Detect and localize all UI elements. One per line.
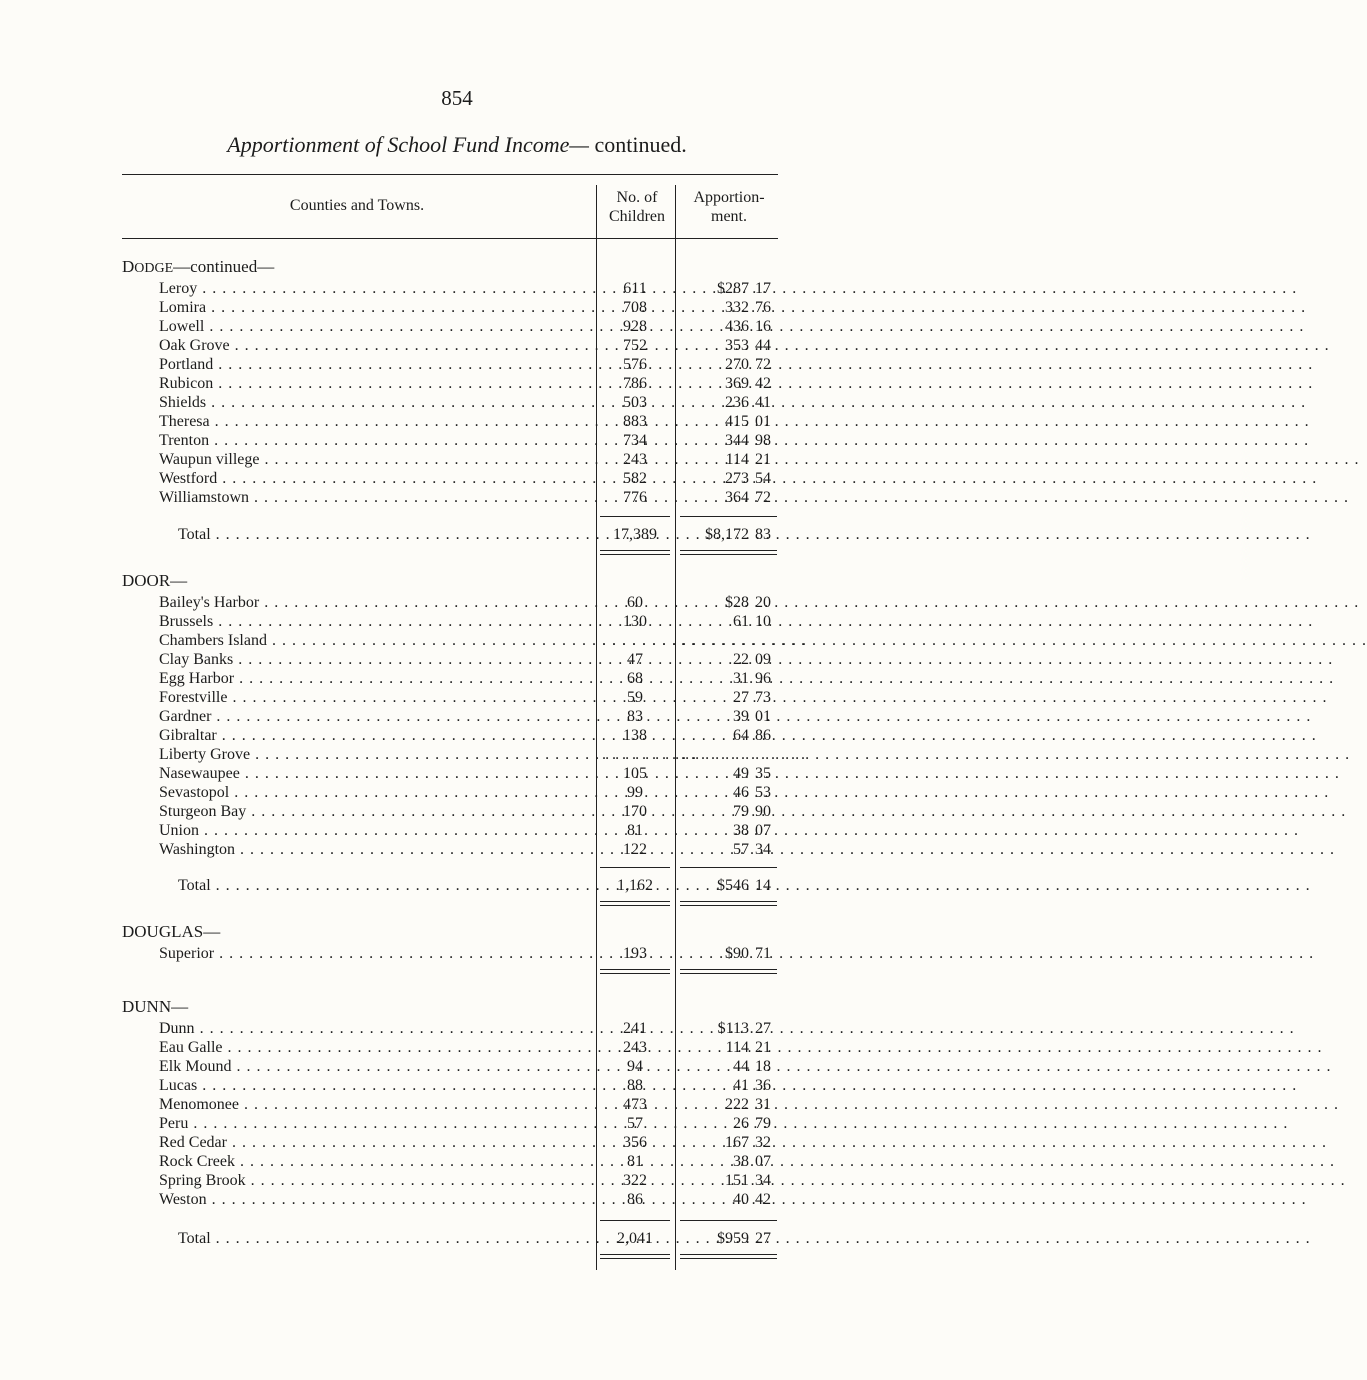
town-name: Peru . . . bbox=[159, 1114, 591, 1133]
children-count: 883 bbox=[623, 413, 647, 430]
total-children: 2,041 bbox=[617, 1230, 653, 1247]
table-row bbox=[0, 469, 857, 488]
children-count: 99 bbox=[627, 784, 643, 801]
empty-dots: . . . . . . . . . . . . . bbox=[681, 632, 806, 649]
children-count: 60 bbox=[627, 594, 643, 611]
dodge-initial: D bbox=[122, 257, 135, 276]
apportionment-cents: 35 bbox=[755, 765, 771, 782]
subtotal-rule bbox=[680, 516, 777, 517]
town-name: Liberty Grove . . . bbox=[159, 745, 591, 764]
title-italic: Apportionment of School Fund Income— bbox=[227, 132, 589, 157]
total-row-dodge bbox=[0, 525, 857, 544]
apportionment-dollars: 27 bbox=[733, 689, 749, 706]
town-name: Weston . . . bbox=[159, 1190, 591, 1209]
table-row bbox=[0, 783, 857, 802]
apportionment-dollars: 369 bbox=[725, 375, 749, 392]
apportionment-dollars: 61 bbox=[733, 613, 749, 630]
table-row bbox=[0, 355, 857, 374]
apportionment-cents: 21 bbox=[755, 1039, 771, 1056]
apportionment-cents: 07 bbox=[755, 1153, 771, 1170]
county-heading-dunn: DUNN— bbox=[122, 997, 189, 1016]
town-name: Sevastopol . . . bbox=[159, 783, 591, 802]
header-bottom-rule bbox=[122, 238, 778, 239]
total-label: Total . . . bbox=[178, 525, 591, 544]
apportionment-cents: 72 bbox=[755, 489, 771, 506]
apportionment-dollars: 273 bbox=[725, 470, 749, 487]
town-name: Lowell . . . bbox=[159, 317, 591, 336]
town-name: Washington . . . bbox=[159, 840, 591, 859]
table-row bbox=[0, 650, 857, 669]
apportionment-dollars: 167 bbox=[725, 1134, 749, 1151]
apportionment-cents: 31 bbox=[755, 1096, 771, 1113]
total-double-rule bbox=[600, 554, 670, 555]
town-name: Sturgeon Bay . . . bbox=[159, 802, 591, 821]
town-name: Menomonee . . . bbox=[159, 1095, 591, 1114]
table-row bbox=[0, 488, 857, 507]
apportionment-dollars: 344 bbox=[725, 432, 749, 449]
page-number: 854 bbox=[441, 86, 473, 110]
town-name: Superior . . . bbox=[159, 944, 591, 963]
table-row bbox=[0, 821, 857, 840]
total-double-rule bbox=[600, 969, 670, 970]
total-double-rule bbox=[680, 973, 777, 974]
town-name: Theresa . . . bbox=[159, 412, 591, 431]
town-name: Dunn . . . bbox=[159, 1019, 591, 1038]
apportionment-dollars: 44 bbox=[733, 1058, 749, 1075]
town-name: Elk Mound . . . bbox=[159, 1057, 591, 1076]
town-name: Forestville . . . bbox=[159, 688, 591, 707]
town-name: Bailey's Harbor . . . bbox=[159, 593, 591, 612]
table-row bbox=[0, 631, 857, 650]
table-row bbox=[0, 336, 857, 355]
apportionment-dollars: 26 bbox=[733, 1115, 749, 1132]
town-name: Chambers Island . . . bbox=[159, 631, 591, 650]
empty-dots: . . . . . . . . . . bbox=[602, 632, 697, 649]
town-name: Portland . . . bbox=[159, 355, 591, 374]
town-name: Leroy . . . bbox=[159, 279, 591, 298]
children-count: 57 bbox=[627, 1115, 643, 1132]
total-label: Total . . . bbox=[178, 1229, 591, 1248]
town-name: Waupun villege . . . bbox=[159, 450, 591, 469]
apportionment-dollars: 415 bbox=[725, 413, 749, 430]
total-double-rule bbox=[600, 1254, 670, 1255]
town-name: Rubicon . . . bbox=[159, 374, 591, 393]
total-double-rule bbox=[680, 901, 777, 902]
table-row bbox=[0, 1133, 857, 1152]
apportionment-dollars: 31 bbox=[733, 670, 749, 687]
dodge-continued: —continued— bbox=[173, 257, 275, 276]
children-count: 83 bbox=[627, 708, 643, 725]
children-count: 576 bbox=[623, 356, 647, 373]
apportionment-dollars: $90 bbox=[725, 945, 749, 962]
children-count: 122 bbox=[623, 841, 647, 858]
table-row bbox=[0, 688, 857, 707]
empty-dots: . . . . . . . . . . bbox=[602, 746, 697, 763]
table-row bbox=[0, 1019, 857, 1038]
empty-dots: . . . . . . . . . . . . . bbox=[681, 746, 806, 763]
table-row bbox=[0, 1171, 857, 1190]
table-row bbox=[0, 764, 857, 783]
total-cents: 14 bbox=[755, 877, 771, 894]
children-count: 322 bbox=[623, 1172, 647, 1189]
header-children-line2: Children bbox=[609, 208, 665, 225]
apportionment-cents: 96 bbox=[755, 670, 771, 687]
children-count: 241 bbox=[623, 1020, 647, 1037]
total-label: Total . . . bbox=[178, 876, 591, 895]
apportionment-cents: 20 bbox=[755, 594, 771, 611]
table-row bbox=[0, 431, 857, 450]
header-children bbox=[598, 188, 676, 226]
table-row bbox=[0, 393, 857, 412]
table-row bbox=[0, 1114, 857, 1133]
children-count: 752 bbox=[623, 337, 647, 354]
apportionment-cents: 17 bbox=[755, 280, 771, 297]
apportionment-dollars: 114 bbox=[725, 451, 749, 468]
total-row-door bbox=[0, 876, 857, 895]
apportionment-dollars: 364 bbox=[725, 489, 749, 506]
apportionment-dollars: 38 bbox=[733, 822, 749, 839]
table-row bbox=[0, 840, 857, 859]
total-dollars: $8,172 bbox=[705, 526, 749, 543]
apportionment-cents: 10 bbox=[755, 613, 771, 630]
table-row bbox=[0, 1038, 857, 1057]
total-dollars: $959 bbox=[717, 1230, 749, 1247]
apportionment-cents: 36 bbox=[755, 1077, 771, 1094]
town-name: Eau Galle . . . bbox=[159, 1038, 591, 1057]
apportionment-dollars: 40 bbox=[733, 1191, 749, 1208]
apportionment-cents: 76 bbox=[755, 299, 771, 316]
town-name: Lucas . . . bbox=[159, 1076, 591, 1095]
town-name: Gardner . . . bbox=[159, 707, 591, 726]
table-row bbox=[0, 726, 857, 745]
header-apportionment-line2: ment. bbox=[711, 208, 747, 225]
apportionment-cents: 34 bbox=[755, 1172, 771, 1189]
total-children: 17,389 bbox=[613, 526, 657, 543]
children-count: 86 bbox=[627, 1191, 643, 1208]
total-cents: 27 bbox=[755, 1230, 771, 1247]
apportionment-cents: 44 bbox=[755, 337, 771, 354]
total-double-rule bbox=[600, 905, 670, 906]
apportionment-dollars: $287 bbox=[717, 280, 749, 297]
children-count: 734 bbox=[623, 432, 647, 449]
apportionment-dollars: 41 bbox=[733, 1077, 749, 1094]
apportionment-dollars: 79 bbox=[733, 803, 749, 820]
table-row bbox=[0, 1076, 857, 1095]
total-cents: 83 bbox=[755, 526, 771, 543]
apportionment-dollars: 151 bbox=[725, 1172, 749, 1189]
subtotal-rule bbox=[680, 867, 777, 868]
table-row bbox=[0, 1057, 857, 1076]
header-apportionment bbox=[678, 188, 780, 226]
apportionment-cents: 32 bbox=[755, 1134, 771, 1151]
apportionment-cents: 16 bbox=[755, 318, 771, 335]
apportionment-cents: 01 bbox=[755, 708, 771, 725]
table-row bbox=[0, 1190, 857, 1209]
apportionment-dollars: 353 bbox=[725, 337, 749, 354]
apportionment-dollars: 436 bbox=[725, 318, 749, 335]
children-count: 928 bbox=[623, 318, 647, 335]
apportionment-dollars: 114 bbox=[725, 1039, 749, 1056]
children-count: 243 bbox=[623, 1039, 647, 1056]
table-row bbox=[0, 412, 857, 431]
children-count: 59 bbox=[627, 689, 643, 706]
apportionment-dollars: 49 bbox=[733, 765, 749, 782]
apportionment-dollars: 236 bbox=[725, 394, 749, 411]
children-count: 193 bbox=[623, 945, 647, 962]
apportionment-cents: 71 bbox=[755, 945, 771, 962]
town-name: Shields . . . bbox=[159, 393, 591, 412]
apportionment-dollars: $113 bbox=[717, 1020, 749, 1037]
apportionment-dollars: 46 bbox=[733, 784, 749, 801]
table-row bbox=[0, 944, 857, 963]
county-heading-douglas: DOUGLAS— bbox=[122, 922, 221, 941]
subtotal-rule bbox=[600, 516, 670, 517]
town-name: Spring Brook . . . bbox=[159, 1171, 591, 1190]
county-heading-door: DOOR— bbox=[122, 571, 188, 590]
apportionment-cents: 54 bbox=[755, 470, 771, 487]
town-name: Gibraltar . . . bbox=[159, 726, 591, 745]
total-double-rule bbox=[600, 1258, 670, 1259]
children-count: 130 bbox=[623, 613, 647, 630]
apportionment-cents: 34 bbox=[755, 841, 771, 858]
town-name: Egg Harbor . . . bbox=[159, 669, 591, 688]
apportionment-cents: 53 bbox=[755, 784, 771, 801]
apportionment-dollars: 22 bbox=[733, 651, 749, 668]
table-row bbox=[0, 593, 857, 612]
town-name: Oak Grove . . . bbox=[159, 336, 591, 355]
subtotal-rule bbox=[680, 1220, 777, 1221]
town-name: Union . . . bbox=[159, 821, 591, 840]
apportionment-cents: 86 bbox=[755, 727, 771, 744]
children-count: 776 bbox=[623, 489, 647, 506]
total-children: 1,162 bbox=[617, 877, 653, 894]
apportionment-dollars: 270 bbox=[725, 356, 749, 373]
apportionment-cents: 21 bbox=[755, 451, 771, 468]
table-row bbox=[0, 612, 857, 631]
apportionment-cents: 73 bbox=[755, 689, 771, 706]
town-name: Clay Banks . . . bbox=[159, 650, 591, 669]
table-row bbox=[0, 669, 857, 688]
apportionment-cents: 27 bbox=[755, 1020, 771, 1037]
table-row bbox=[0, 802, 857, 821]
town-name: Lomira . . . bbox=[159, 298, 591, 317]
apportionment-cents: 41 bbox=[755, 394, 771, 411]
table-top-rule bbox=[122, 174, 778, 175]
children-count: 105 bbox=[623, 765, 647, 782]
total-double-rule bbox=[600, 973, 670, 974]
apportionment-cents: 72 bbox=[755, 356, 771, 373]
children-count: 356 bbox=[623, 1134, 647, 1151]
total-double-rule bbox=[680, 1258, 777, 1259]
apportionment-cents: 09 bbox=[755, 651, 771, 668]
total-double-rule bbox=[680, 550, 777, 551]
children-count: 503 bbox=[623, 394, 647, 411]
apportionment-dollars: 39 bbox=[733, 708, 749, 725]
children-count: 138 bbox=[623, 727, 647, 744]
subtotal-rule bbox=[600, 867, 670, 868]
county-heading-dodge bbox=[122, 257, 274, 278]
children-count: 786 bbox=[623, 375, 647, 392]
table-row bbox=[0, 745, 857, 764]
children-count: 243 bbox=[623, 451, 647, 468]
table-row bbox=[0, 374, 857, 393]
town-name: Trenton . . . bbox=[159, 431, 591, 450]
town-name: Williamstown . . . bbox=[159, 488, 591, 507]
apportionment-cents: 42 bbox=[755, 375, 771, 392]
total-double-rule bbox=[680, 1254, 777, 1255]
apportionment-dollars: 64 bbox=[733, 727, 749, 744]
children-count: 81 bbox=[627, 1153, 643, 1170]
children-count: 94 bbox=[627, 1058, 643, 1075]
children-count: 81 bbox=[627, 822, 643, 839]
table-row bbox=[0, 1152, 857, 1171]
dodge-smallcaps: ODGE bbox=[134, 261, 174, 276]
children-count: 88 bbox=[627, 1077, 643, 1094]
table-row bbox=[0, 279, 857, 298]
town-name: Nasewaupee . . . bbox=[159, 764, 591, 783]
apportionment-cents: 90 bbox=[755, 803, 771, 820]
table-row bbox=[0, 298, 857, 317]
total-double-rule bbox=[600, 550, 670, 551]
total-dollars: $546 bbox=[717, 877, 749, 894]
town-name: Red Cedar . . . bbox=[159, 1133, 591, 1152]
total-double-rule bbox=[680, 969, 777, 970]
town-name: Rock Creek . . . bbox=[159, 1152, 591, 1171]
page-title bbox=[0, 132, 914, 158]
table-row bbox=[0, 1095, 857, 1114]
apportionment-cents: 18 bbox=[755, 1058, 771, 1075]
total-double-rule bbox=[680, 554, 777, 555]
table-row bbox=[0, 707, 857, 726]
title-rest: continued. bbox=[588, 132, 687, 157]
apportionment-cents: 01 bbox=[755, 413, 771, 430]
children-count: 68 bbox=[627, 670, 643, 687]
town-name: Brussels . . . bbox=[159, 612, 591, 631]
children-count: 611 bbox=[623, 280, 647, 297]
apportionment-cents: 98 bbox=[755, 432, 771, 449]
header-children-line1: No. of bbox=[616, 189, 658, 206]
town-name: Westford . . . bbox=[159, 469, 591, 488]
apportionment-dollars: 332 bbox=[725, 299, 749, 316]
apportionment-cents: 42 bbox=[755, 1191, 771, 1208]
header-apportionment-line1: Apportion- bbox=[693, 189, 765, 206]
apportionment-dollars: 222 bbox=[725, 1096, 749, 1113]
total-double-rule bbox=[600, 901, 670, 902]
apportionment-dollars: 57 bbox=[733, 841, 749, 858]
total-row-dunn bbox=[0, 1229, 857, 1248]
children-count: 582 bbox=[623, 470, 647, 487]
apportionment-cents: 07 bbox=[755, 822, 771, 839]
children-count: 170 bbox=[623, 803, 647, 820]
total-double-rule bbox=[680, 905, 777, 906]
apportionment-dollars: $28 bbox=[725, 594, 749, 611]
apportionment-cents: 79 bbox=[755, 1115, 771, 1132]
children-count: 47 bbox=[627, 651, 643, 668]
children-count: 473 bbox=[623, 1096, 647, 1113]
apportionment-dollars: 38 bbox=[733, 1153, 749, 1170]
subtotal-rule bbox=[600, 1220, 670, 1221]
children-count: 708 bbox=[623, 299, 647, 316]
table-row bbox=[0, 317, 857, 336]
table-row bbox=[0, 450, 857, 469]
header-counties-towns: Counties and Towns. bbox=[289, 197, 425, 214]
